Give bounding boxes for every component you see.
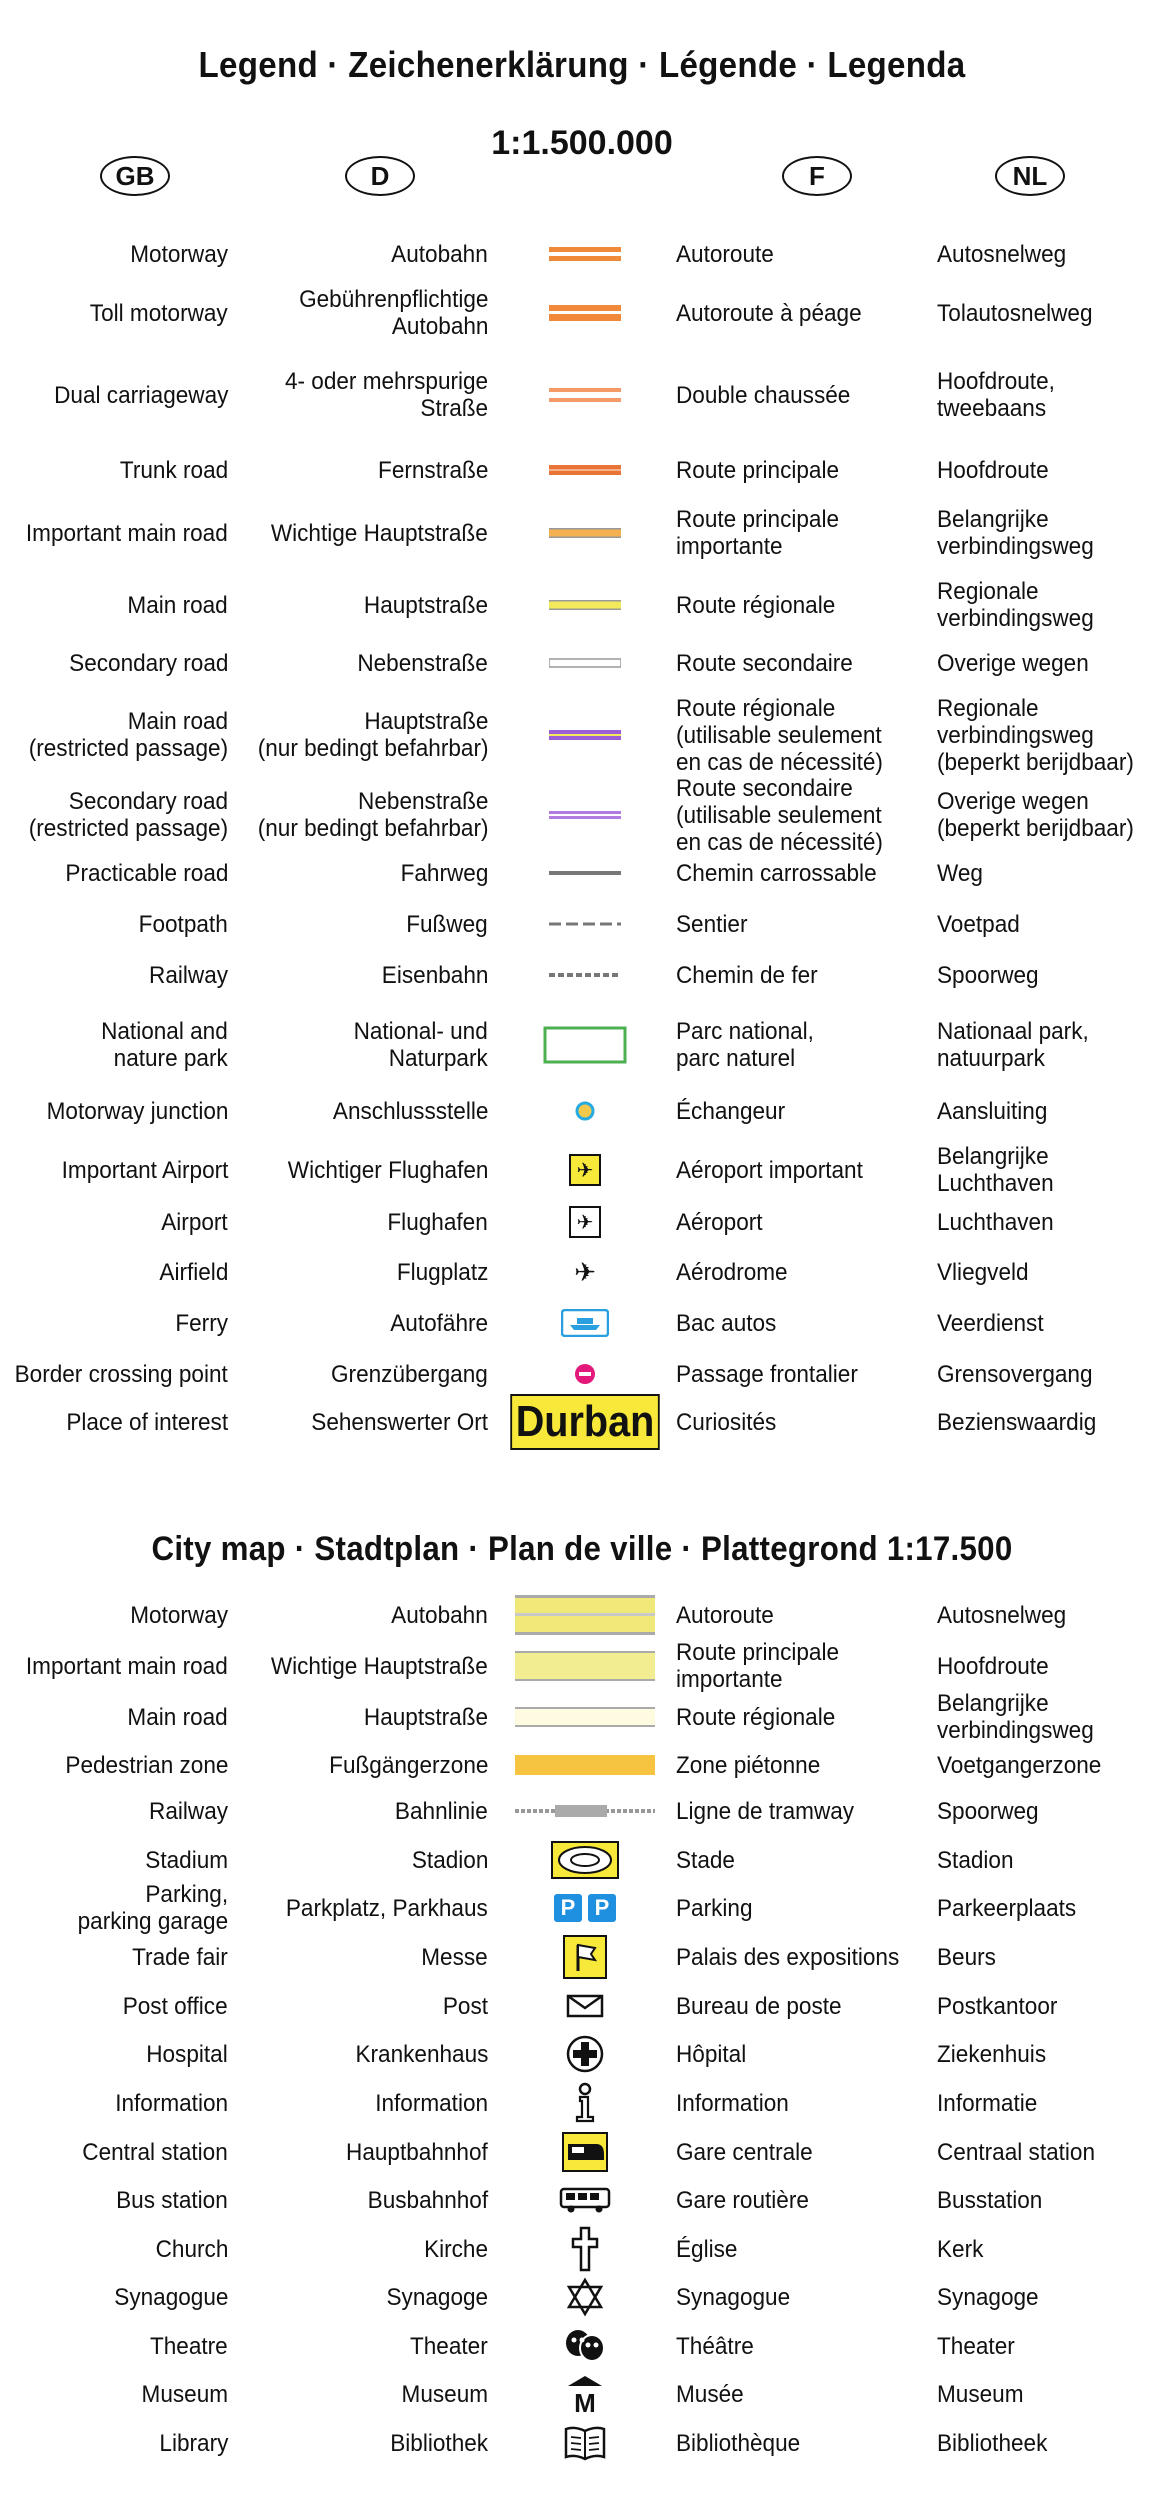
parking-lot-icon: P [554,1894,582,1922]
fr-label: Parc national, parc naturel [676,1018,814,1072]
fr-label: Bac autos [676,1309,777,1337]
de-label: Autobahn [391,240,488,268]
nl-label: Grensovergang [937,1360,1093,1388]
city-motorway-line [495,1593,675,1637]
de-label: Fußgängerzone [328,1751,488,1779]
gb-label: Post office [123,1992,228,2020]
footpath-line [495,919,675,929]
gb-label: Trade fair [132,1943,228,1971]
fr-label: Double chaussée [676,381,851,409]
ferry-icon [495,1309,675,1337]
de-label: Hauptstraße [363,1703,488,1731]
gb-label: Church [155,2235,228,2263]
nl-label: Autosnelweg [937,1601,1067,1629]
de-label: Synagoge [386,2283,488,2311]
nl-label: Vliegveld [937,1258,1029,1286]
stadium-icon [495,1841,675,1879]
gb-label: Main road [127,1703,228,1731]
city-main-road-line [495,1705,675,1729]
nl-label: Spoorweg [937,1797,1039,1825]
nl-label: Kerk [937,2235,984,2263]
de-label: Stadion [411,1846,488,1874]
practicable-road-line [495,868,675,878]
fr-label: Bureau de poste [676,1992,842,2020]
de-label: Nebenstraße [357,649,488,677]
nl-label: Theater [937,2332,1015,2360]
legend-scale: 1:1.500.000 [491,124,673,162]
fr-label: Aéroport important [676,1156,863,1184]
fr-label: Sentier [676,910,748,938]
nl-label: Hoofdroute, tweebaans [937,368,1055,422]
de-label: Fußweg [406,910,488,938]
nl-label: Centraal station [937,2138,1096,2166]
fr-label: Route régionale [676,1703,836,1731]
gb-label: Trunk road [119,456,228,484]
de-label: Fahrweg [400,859,488,887]
gb-label: Important Airport [61,1156,228,1184]
fr-label: Curiosités [676,1408,777,1436]
gb-label: Practicable road [64,859,228,887]
legend-title: Legend · Zeichenerklärung · Légende · Legenda [198,44,966,85]
de-label: Wichtige Hauptstraße [271,519,488,547]
gb-label: Secondary road [68,649,228,677]
de-label: Parkplatz, Parkhaus [286,1894,488,1922]
secondary-road-line [495,657,675,669]
fr-label: Parking [676,1894,753,1922]
nl-label: Tolautosnelweg [937,299,1093,327]
gb-label: Synagogue [113,2283,228,2311]
parking-garage-icon: P [588,1894,616,1922]
hospital-icon [495,2035,675,2073]
gb-label: Hospital [146,2040,228,2068]
de-label: Bibliothek [390,2429,488,2457]
place-of-interest-sample: Durban [510,1394,659,1450]
bus-station-icon [495,2186,675,2214]
nl-label: Informatie [937,2089,1038,2117]
de-label: Post [442,1992,488,2020]
gb-label: Toll motorway [90,299,228,327]
gb-label: Bus station [116,2186,228,2214]
nl-label: Bezienswaardig [937,1408,1097,1436]
de-label: Wichtige Hauptstraße [271,1652,488,1680]
language-badge-gb: GB [100,156,170,196]
de-label: Krankenhaus [355,2040,488,2068]
language-badge-f: F [782,156,852,196]
gb-label: Important main road [26,1652,228,1680]
fr-label: Autoroute [676,1601,774,1629]
nl-label: Regionale verbindingsweg (beperkt berijdbaar) [937,694,1134,776]
junction-icon [495,1099,675,1123]
nl-label: Synagoge [937,2283,1039,2311]
de-label: Hauptstraße (nur bedingt befahrbar) [257,708,488,762]
gb-label: Airport [161,1208,228,1236]
fr-label: Bibliothèque [676,2429,801,2457]
de-label: Autobahn [391,1601,488,1629]
nl-label: Autosnelweg [937,240,1067,268]
fr-label: Route secondaire (utilisable seulement en cas de nécessité) [676,774,883,856]
synagogue-icon [495,2277,675,2317]
nl-label: Belangrijke verbindingsweg [937,506,1094,560]
information-icon [495,2082,675,2124]
language-badge-nl: NL [995,156,1065,196]
nl-label: Overige wegen [937,649,1089,677]
fr-label: Palais des expositions [676,1943,900,1971]
fr-label: Chemin de fer [676,961,818,989]
de-label: Kirche [424,2235,488,2263]
de-label: Grenzübergang [331,1360,488,1388]
trunk-road-line [495,463,675,477]
library-icon [495,2424,675,2462]
gb-label: Dual carriageway [53,381,228,409]
gb-label: Airfield [159,1258,228,1286]
fr-label: Passage frontalier [676,1360,858,1388]
svg-text:✈: ✈ [576,1158,594,1182]
gb-label: Motorway [130,1601,228,1629]
gb-label: Pedestrian zone [64,1751,228,1779]
park-boundary-icon [495,1025,675,1065]
nl-label: Museum [937,2380,1024,2408]
gb-label: Place of interest [66,1408,228,1436]
nl-label: Voetgangerzone [937,1751,1102,1779]
nl-label: Regionale verbindingsweg [937,578,1094,632]
city-railway-line [495,1803,675,1819]
fr-label: Synagogue [676,2283,791,2311]
gb-label: Theatre [150,2332,228,2360]
de-label: Messe [421,1943,488,1971]
gb-label: Footpath [138,910,228,938]
de-label: Theater [410,2332,488,2360]
nl-label: Parkeerplaats [937,1894,1077,1922]
nl-label: Bibliotheek [937,2429,1048,2457]
gb-label: Ferry [175,1309,228,1337]
de-label: Flugplatz [396,1258,488,1286]
fr-label: Zone piétonne [676,1751,821,1779]
city-important-road-line [495,1649,675,1683]
gb-label: Museum [141,2380,228,2408]
gb-label: Central station [82,2138,228,2166]
restricted-secondary-road-line [495,809,675,821]
de-label: Museum [401,2380,488,2408]
nl-label: Beurs [937,1943,996,1971]
de-label: Information [375,2089,488,2117]
gb-label: Information [115,2089,228,2117]
theatre-icon [495,2328,675,2364]
nl-label: Overige wegen (beperkt berijdbaar) [937,788,1134,842]
fr-label: Musée [676,2380,744,2408]
fr-label: Ligne de tramway [676,1797,855,1825]
gb-label: Main road [127,591,228,619]
fr-label: Gare centrale [676,2138,813,2166]
gb-label: Important main road [26,519,228,547]
de-label: Eisenbahn [381,961,488,989]
de-label: 4- oder mehrspurige Straße [284,368,488,422]
gb-label: National and nature park [101,1018,228,1072]
main-road-line [495,598,675,612]
gb-label: Motorway [130,240,228,268]
fr-label: Route principale [676,456,840,484]
nl-label: Hoofdroute [937,1652,1049,1680]
gb-label: Main road (restricted passage) [28,708,228,762]
de-label: Gebührenpflichtige Autobahn [298,286,488,340]
fr-label: Stade [676,1846,735,1874]
motorway-line [495,244,675,264]
language-badge-d: D [345,156,415,196]
gb-label: Border crossing point [14,1360,228,1388]
church-icon [495,2226,675,2272]
nl-label: Belangrijke verbindingsweg [937,1690,1094,1744]
de-label: National- und Naturpark [353,1018,488,1072]
nl-label: Veerdienst [937,1309,1044,1337]
nl-label: Luchthaven [937,1208,1054,1236]
gb-label: Stadium [145,1846,228,1874]
de-label: Hauptstraße [363,591,488,619]
trade-fair-icon [495,1935,675,1979]
fr-label: Route régionale [676,591,836,619]
museum-icon [495,2374,675,2414]
fr-label: Hôpital [676,2040,747,2068]
de-label: Busbahnhof [367,2186,488,2214]
fr-label: Aéroport [676,1208,763,1236]
fr-label: Gare routière [676,2186,809,2214]
fr-label: Route principale importante [676,1639,840,1693]
central-station-icon [495,2132,675,2172]
nl-label: Busstation [937,2186,1043,2214]
airfield-icon [495,1256,675,1288]
de-label: Sehenswerter Ort [311,1408,488,1436]
fr-label: Information [676,2089,789,2117]
nl-label: Spoorweg [937,961,1039,989]
nl-label: Voetpad [937,910,1020,938]
city-map-title: City map · Stadtplan · Plan de ville · Plattegrond 1:17.500 [151,1530,1013,1568]
de-label: Bahnlinie [395,1797,488,1825]
dual-carriageway-line [495,385,675,405]
fr-label: Autoroute [676,240,774,268]
nl-label: Belangrijke Luchthaven [937,1143,1054,1197]
airport-icon [495,1206,675,1238]
de-label: Hauptbahnhof [346,2138,488,2166]
gb-label: Secondary road (restricted passage) [28,788,228,842]
fr-label: Autoroute à péage [676,299,862,327]
nl-label: Aansluiting [937,1097,1048,1125]
fr-label: Théâtre [676,2332,754,2360]
place-of-interest-label [495,1394,675,1450]
gb-label: Library [159,2429,228,2457]
de-label: Wichtiger Flughafen [287,1156,488,1184]
fr-label: Aérodrome [676,1258,788,1286]
toll-motorway-line [495,303,675,323]
gb-label: Parking, parking garage [77,1881,228,1935]
fr-label: Route régionale (utilisable seulement en cas de nécessité) [676,694,883,776]
fr-label: Route principale importante [676,506,840,560]
nl-label: Ziekenhuis [937,2040,1047,2068]
border-crossing-icon [495,1361,675,1387]
restricted-main-road-line [495,728,675,742]
fr-label: Route secondaire [676,649,853,677]
svg-text:✈: ✈ [574,1258,596,1288]
fr-label: Chemin carrossable [676,859,877,887]
post-office-icon [495,1993,675,2019]
railway-line [495,970,675,980]
nl-label: Stadion [937,1846,1014,1874]
gb-label: Motorway junction [46,1097,228,1125]
de-label: Flughafen [387,1208,488,1236]
svg-text:✈: ✈ [576,1210,594,1234]
important-airport-icon [495,1154,675,1186]
pedestrian-zone-line [495,1753,675,1777]
nl-label: Postkantoor [937,1992,1058,2020]
important-main-road-line [495,526,675,540]
gb-label: Railway [149,961,228,989]
de-label: Nebenstraße (nur bedingt befahrbar) [257,788,488,842]
fr-label: Église [676,2235,738,2263]
de-label: Anschlussstelle [332,1097,488,1125]
nl-label: Weg [937,859,983,887]
parking-icon [495,1894,675,1922]
nl-label: Nationaal park, natuurpark [937,1018,1089,1072]
de-label: Autofähre [390,1309,488,1337]
de-label: Fernstraße [377,456,488,484]
nl-label: Hoofdroute [937,456,1049,484]
svg-text:M: M [574,2388,596,2414]
fr-label: Échangeur [676,1097,786,1125]
gb-label: Railway [149,1797,228,1825]
